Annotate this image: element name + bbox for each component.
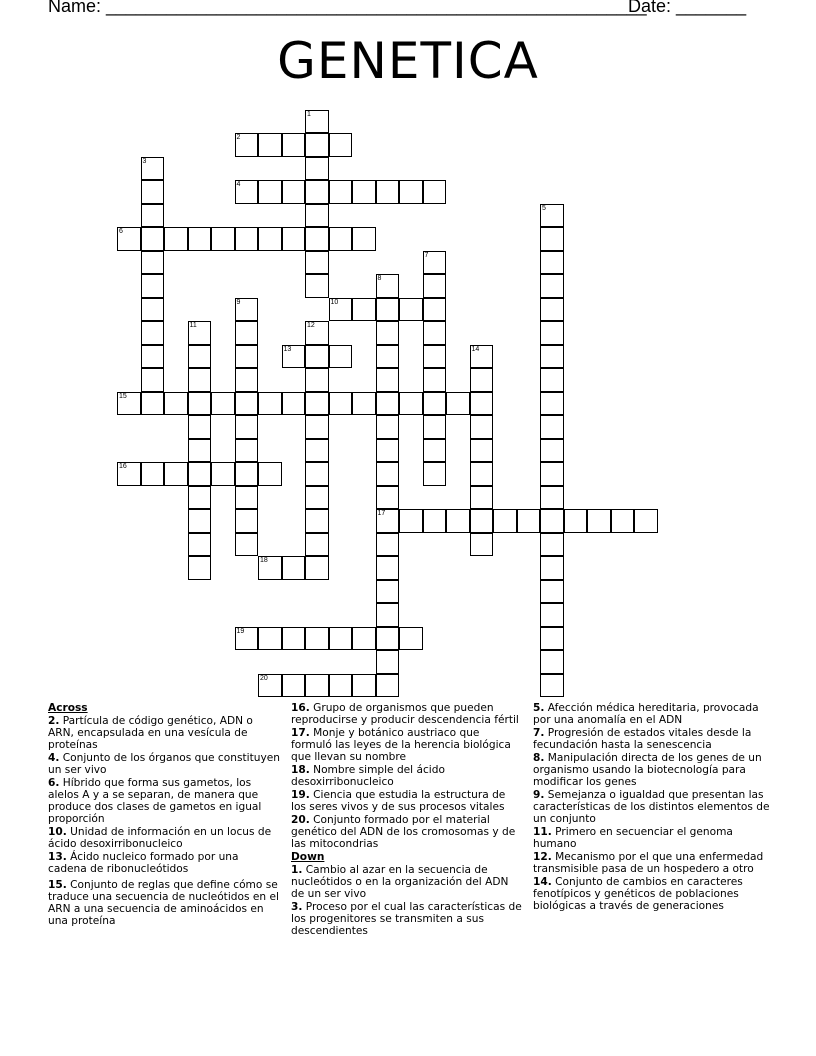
grid-cell[interactable] <box>164 392 188 416</box>
grid-cell[interactable] <box>235 462 259 486</box>
down-clue <box>291 901 523 937</box>
clue-number: 14 <box>471 345 480 353</box>
clue-text: Cambio al azar en la secuencia de nucleótidos o en la organización del ADN de un ser vivo <box>291 864 509 900</box>
grid-cell[interactable] <box>540 204 564 228</box>
across-clue <box>48 879 280 927</box>
clue-number: 15 <box>119 392 127 400</box>
grid-cell[interactable] <box>329 227 353 251</box>
grid-cell[interactable] <box>540 298 564 322</box>
grid-cell[interactable] <box>305 321 329 345</box>
clue-number: 15. <box>48 879 67 891</box>
grid-cell[interactable] <box>211 392 235 416</box>
grid-cell[interactable] <box>470 392 494 416</box>
grid-cell[interactable] <box>305 180 329 204</box>
grid-cell[interactable] <box>376 439 400 463</box>
clue-number: 11. <box>533 826 552 838</box>
clue-text: Conjunto de los órganos que constituyen un ser vivo <box>48 752 280 776</box>
clue-number: 7. <box>533 727 545 739</box>
grid-cell[interactable] <box>188 533 212 557</box>
across-clue <box>291 789 523 813</box>
grid-cell[interactable] <box>258 627 282 651</box>
grid-cell[interactable] <box>540 415 564 439</box>
grid-cell[interactable] <box>188 462 212 486</box>
grid-cell[interactable] <box>188 345 212 369</box>
clue-number: 17. <box>291 727 310 739</box>
grid-cell[interactable] <box>423 251 447 275</box>
clue-number: 18. <box>291 764 310 776</box>
grid-cell[interactable] <box>305 251 329 275</box>
clue-number: 14. <box>533 876 552 888</box>
grid-cell[interactable] <box>376 627 400 651</box>
clue-text: Semejanza o igualdad que presentan las características de los distintos elementos de un conjunto <box>533 789 770 825</box>
grid-cell[interactable] <box>305 556 329 580</box>
grid-cell[interactable] <box>305 415 329 439</box>
grid-cell[interactable] <box>540 439 564 463</box>
grid-cell[interactable] <box>329 627 353 651</box>
across-clue <box>291 814 523 850</box>
down-clue <box>533 851 771 875</box>
clue-number: 4 <box>236 181 241 188</box>
grid-cell[interactable] <box>611 509 635 533</box>
grid-cell[interactable] <box>376 415 400 439</box>
grid-cell[interactable] <box>282 180 306 204</box>
clue-number: 13 <box>283 345 292 353</box>
grid-cell[interactable] <box>540 462 564 486</box>
across-clue <box>291 727 523 763</box>
across-clue <box>291 702 523 726</box>
grid-cell[interactable] <box>423 509 447 533</box>
grid-cell[interactable] <box>540 345 564 369</box>
grid-cell[interactable] <box>540 580 564 604</box>
grid-cell[interactable] <box>540 368 564 392</box>
grid-cell[interactable] <box>235 533 259 557</box>
across-clue <box>48 752 280 776</box>
grid-cell[interactable] <box>540 509 564 533</box>
grid-cell[interactable] <box>164 227 188 251</box>
grid-cell[interactable] <box>164 462 188 486</box>
clue-text: Afección médica hereditaria, provocada por una anomalía en el ADN <box>533 702 759 726</box>
grid-cell[interactable] <box>141 157 165 181</box>
grid-cell[interactable] <box>211 227 235 251</box>
grid-cell[interactable] <box>399 180 423 204</box>
clue-number: 13. <box>48 851 67 863</box>
grid-cell[interactable] <box>282 227 306 251</box>
grid-cell[interactable] <box>376 321 400 345</box>
grid-cell[interactable] <box>141 251 165 275</box>
down-clue <box>533 826 771 850</box>
grid-cell[interactable] <box>235 227 259 251</box>
clue-text: Mecanismo por el que una enfermedad transmisible pasa de un hospedero a otro <box>533 851 764 875</box>
grid-cell[interactable] <box>141 462 165 486</box>
grid-cell[interactable] <box>235 345 259 369</box>
grid-cell[interactable] <box>305 439 329 463</box>
grid-cell[interactable] <box>235 509 259 533</box>
down-clue <box>533 752 771 788</box>
clue-number: 9. <box>533 789 545 801</box>
clue-number: 4. <box>48 752 60 764</box>
clue-number: 10 <box>330 298 339 306</box>
grid-cell[interactable] <box>329 298 353 322</box>
name-field-label: Name: ______________________________________________________ <box>48 0 647 16</box>
grid-cell[interactable] <box>470 533 494 557</box>
grid-cell[interactable] <box>540 251 564 275</box>
clue-number: 1. <box>291 864 303 876</box>
grid-cell[interactable] <box>376 509 400 533</box>
grid-cell[interactable] <box>587 509 611 533</box>
grid-cell[interactable] <box>376 580 400 604</box>
grid-cell[interactable] <box>305 462 329 486</box>
clue-number: 2. <box>48 715 60 727</box>
grid-cell[interactable] <box>282 345 306 369</box>
grid-cell[interactable] <box>540 674 564 698</box>
down-clue <box>291 864 523 900</box>
grid-cell[interactable] <box>540 392 564 416</box>
across-clue <box>291 764 523 788</box>
grid-cell[interactable] <box>141 204 165 228</box>
grid-cell[interactable] <box>376 603 400 627</box>
clue-text: Híbrido que forma sus gametos, los alelos A y a se separan, de manera que produce dos clases de gametos en igual proporción <box>48 777 262 825</box>
clue-number: 16 <box>119 463 127 470</box>
grid-cell[interactable] <box>282 392 306 416</box>
clue-number: 18 <box>260 557 268 564</box>
grid-cell[interactable] <box>141 180 165 204</box>
clue-number: 16. <box>291 702 310 714</box>
grid-cell[interactable] <box>305 274 329 298</box>
grid-cell[interactable] <box>423 298 447 322</box>
grid-cell[interactable] <box>470 345 494 369</box>
grid-cell[interactable] <box>188 486 212 510</box>
grid-cell[interactable] <box>258 180 282 204</box>
clue-number: 11 <box>189 322 197 329</box>
clue-number: 19. <box>291 789 310 801</box>
grid-cell[interactable] <box>305 674 329 698</box>
clue-number: 6 <box>119 228 123 235</box>
grid-cell[interactable] <box>376 674 400 698</box>
grid-cell[interactable] <box>423 439 447 463</box>
grid-cell[interactable] <box>305 133 329 157</box>
grid-cell[interactable] <box>141 298 165 322</box>
grid-cell[interactable] <box>258 227 282 251</box>
down-clue <box>533 789 771 825</box>
clue-number: 8. <box>533 752 545 764</box>
grid-cell[interactable] <box>540 603 564 627</box>
across-clue <box>48 715 280 751</box>
grid-cell[interactable] <box>540 321 564 345</box>
across-clue <box>48 826 280 850</box>
date-field-label: Date: _______ <box>628 0 747 16</box>
grid-cell[interactable] <box>258 392 282 416</box>
grid-cell[interactable] <box>352 627 376 651</box>
grid-cell[interactable] <box>423 180 447 204</box>
down-clue <box>533 727 771 751</box>
grid-cell[interactable] <box>305 110 329 134</box>
grid-cell[interactable] <box>235 321 259 345</box>
grid-cell[interactable] <box>141 227 165 251</box>
grid-cell[interactable] <box>540 627 564 651</box>
grid-cell[interactable] <box>493 509 517 533</box>
grid-cell[interactable] <box>188 439 212 463</box>
grid-cell[interactable] <box>423 274 447 298</box>
grid-cell[interactable] <box>305 509 329 533</box>
grid-cell[interactable] <box>188 415 212 439</box>
grid-cell[interactable] <box>376 298 400 322</box>
grid-cell[interactable] <box>141 368 165 392</box>
grid-cell[interactable] <box>423 392 447 416</box>
grid-cell[interactable] <box>305 227 329 251</box>
grid-cell[interactable] <box>188 556 212 580</box>
grid-cell[interactable] <box>282 674 306 698</box>
grid-cell[interactable] <box>235 486 259 510</box>
grid-cell[interactable] <box>235 439 259 463</box>
grid-cell[interactable] <box>376 533 400 557</box>
grid-cell[interactable] <box>352 227 376 251</box>
grid-cell[interactable] <box>235 627 259 651</box>
grid-cell[interactable] <box>329 345 353 369</box>
grid-cell[interactable] <box>376 392 400 416</box>
grid-cell[interactable] <box>423 368 447 392</box>
clue-number: 6. <box>48 777 60 789</box>
grid-cell[interactable] <box>282 556 306 580</box>
grid-cell[interactable] <box>141 274 165 298</box>
clue-text: Ácido nucleico formado por una cadena de ribonucleótidos <box>48 851 239 875</box>
clue-text: Conjunto de reglas que define cómo se traduce una secuencia de nucleótidos en el ARN a una secuencia de aminoácidos en una proteína <box>48 879 279 927</box>
grid-cell[interactable] <box>399 392 423 416</box>
grid-cell[interactable] <box>470 462 494 486</box>
clue-number: 2 <box>236 134 241 141</box>
grid-cell[interactable] <box>258 556 282 580</box>
grid-cell[interactable] <box>470 368 494 392</box>
grid-cell[interactable] <box>141 321 165 345</box>
clue-number: 3 <box>142 157 147 165</box>
grid-cell[interactable] <box>329 180 353 204</box>
grid-cell[interactable] <box>540 227 564 251</box>
grid-cell[interactable] <box>305 345 329 369</box>
grid-cell[interactable] <box>470 439 494 463</box>
clue-text: Conjunto formado por el material genético del ADN de los cromosomas y de las mitocondrias <box>291 814 516 850</box>
grid-cell[interactable] <box>188 392 212 416</box>
clue-number: 5 <box>542 204 546 212</box>
clue-number: 20 <box>260 674 268 682</box>
grid-cell[interactable] <box>470 486 494 510</box>
grid-cell[interactable] <box>282 627 306 651</box>
down-heading: Down <box>291 851 325 863</box>
clue-number: 9 <box>236 298 241 306</box>
grid-cell[interactable] <box>399 298 423 322</box>
clue-text: Proceso por el cual las características de los progenitores se transmiten a sus descendientes <box>291 901 522 937</box>
grid-cell[interactable] <box>352 392 376 416</box>
grid-cell[interactable] <box>540 274 564 298</box>
clue-number: 7 <box>424 251 429 259</box>
clue-number: 1 <box>307 110 311 118</box>
grid-cell[interactable] <box>423 321 447 345</box>
clue-text: Ciencia que estudia la estructura de los seres vivos y de sus procesos vitales <box>291 789 506 813</box>
clue-text: Manipulación directa de los genes de un organismo usando la biotecnología para modificar los genes <box>533 752 762 788</box>
clues-column-2 <box>291 702 523 938</box>
grid-cell[interactable] <box>235 415 259 439</box>
grid-cell[interactable] <box>376 274 400 298</box>
grid-cell[interactable] <box>376 486 400 510</box>
grid-cell[interactable] <box>540 650 564 674</box>
clue-text: Monje y botánico austriaco que formuló las leyes de la herencia biológica que llevan su nombre <box>291 727 511 763</box>
grid-cell[interactable] <box>117 462 141 486</box>
across-heading: Across <box>48 702 88 714</box>
grid-cell[interactable] <box>423 462 447 486</box>
clue-text: Nombre simple del ácido desoxirribonucleico <box>291 764 445 788</box>
down-clue <box>533 876 771 912</box>
grid-cell[interactable] <box>235 392 259 416</box>
grid-cell[interactable] <box>188 321 212 345</box>
grid-cell[interactable] <box>258 133 282 157</box>
grid-cell[interactable] <box>235 180 259 204</box>
grid-cell[interactable] <box>282 133 306 157</box>
grid-cell[interactable] <box>305 204 329 228</box>
grid-cell[interactable] <box>352 298 376 322</box>
grid-cell[interactable] <box>540 533 564 557</box>
grid-cell[interactable] <box>258 674 282 698</box>
grid-cell[interactable] <box>634 509 658 533</box>
grid-cell[interactable] <box>305 627 329 651</box>
grid-cell[interactable] <box>141 392 165 416</box>
grid-cell[interactable] <box>235 298 259 322</box>
grid-cell[interactable] <box>376 345 400 369</box>
across-clue <box>48 851 280 875</box>
grid-cell[interactable] <box>376 368 400 392</box>
grid-cell[interactable] <box>117 227 141 251</box>
clue-number: 19 <box>236 627 245 635</box>
grid-cell[interactable] <box>423 345 447 369</box>
grid-cell[interactable] <box>188 368 212 392</box>
grid-cell[interactable] <box>117 392 141 416</box>
grid-cell[interactable] <box>188 227 212 251</box>
clue-number: 17 <box>377 510 386 517</box>
grid-cell[interactable] <box>258 462 282 486</box>
across-clue <box>48 777 280 825</box>
down-clue <box>533 702 771 726</box>
clue-text: Grupo de organismos que pueden reproducirse y producir descendencia fértil <box>291 702 519 726</box>
grid-cell[interactable] <box>376 180 400 204</box>
grid-cell[interactable] <box>470 415 494 439</box>
clues-column-1 <box>48 702 280 928</box>
clue-text: Progresión de estados vitales desde la fecundación hasta la senescencia <box>533 727 752 751</box>
clue-number: 12. <box>533 851 552 863</box>
grid-cell[interactable] <box>329 392 353 416</box>
grid-cell[interactable] <box>329 133 353 157</box>
page-title: GENETICA <box>277 32 539 90</box>
grid-cell[interactable] <box>376 462 400 486</box>
grid-cell[interactable] <box>305 486 329 510</box>
clue-number: 8 <box>377 275 382 282</box>
grid-cell[interactable] <box>235 133 259 157</box>
grid-cell[interactable] <box>305 392 329 416</box>
grid-cell[interactable] <box>376 556 400 580</box>
clue-text: Unidad de información en un locus de ácido desoxirribonucleico <box>48 826 272 850</box>
grid-cell[interactable] <box>540 486 564 510</box>
grid-cell[interactable] <box>423 415 447 439</box>
grid-cell[interactable] <box>329 674 353 698</box>
grid-cell[interactable] <box>517 509 541 533</box>
grid-cell[interactable] <box>352 180 376 204</box>
grid-cell[interactable] <box>470 509 494 533</box>
clue-text: Primero en secuenciar el genoma humano <box>533 826 733 850</box>
clue-text: Partícula de código genético, ADN o ARN, encapsulada en una vesícula de proteínas <box>48 715 253 751</box>
grid-cell[interactable] <box>188 509 212 533</box>
grid-cell[interactable] <box>305 368 329 392</box>
grid-cell[interactable] <box>540 556 564 580</box>
grid-cell[interactable] <box>564 509 588 533</box>
grid-cell[interactable] <box>376 650 400 674</box>
clue-number: 12 <box>307 322 315 329</box>
grid-cell[interactable] <box>399 509 423 533</box>
clues-column-3 <box>533 702 771 913</box>
grid-cell[interactable] <box>446 392 470 416</box>
clue-number: 3. <box>291 901 303 913</box>
grid-cell[interactable] <box>305 157 329 181</box>
clue-number: 20. <box>291 814 310 826</box>
grid-cell[interactable] <box>211 462 235 486</box>
grid-cell[interactable] <box>305 533 329 557</box>
grid-cell[interactable] <box>235 368 259 392</box>
clue-number: 5. <box>533 702 545 714</box>
clue-text: Conjunto de cambios en caracteres fenotípicos y genéticos de poblaciones biológicas a través de generaciones <box>533 876 743 912</box>
grid-cell[interactable] <box>352 674 376 698</box>
grid-cell[interactable] <box>446 509 470 533</box>
clue-number: 10. <box>48 826 67 838</box>
grid-cell[interactable] <box>399 627 423 651</box>
grid-cell[interactable] <box>141 345 165 369</box>
